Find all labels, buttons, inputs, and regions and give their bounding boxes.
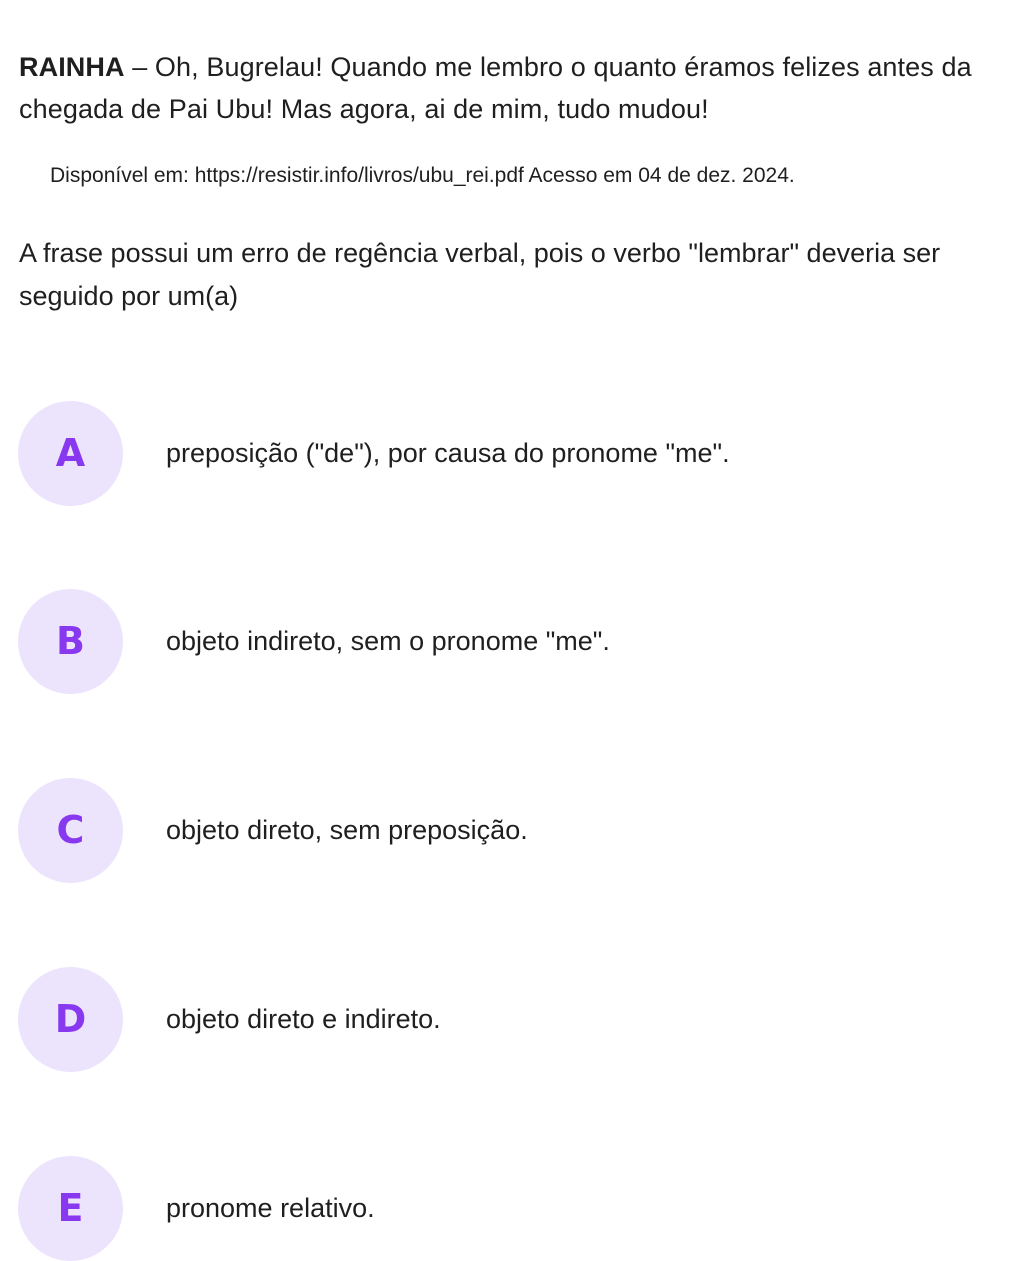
- option-d-text: objeto direto e indireto.: [166, 1004, 441, 1034]
- option-e-letter: E: [57, 1186, 84, 1230]
- quote-text: [19, 46, 1009, 130]
- quote-body: – Oh, Bugrelau! Quando me lembro o quanto éramos felizes antes da chegada de Pai Ubu! Mas agora, ai de mim, tudo mudou!: [19, 52, 972, 124]
- option-a[interactable]: [18, 400, 1008, 506]
- source-citation: Disponível em: https://resistir.info/livros/ubu_rei.pdf Acesso em 04 de dez. 2024.: [50, 164, 795, 187]
- option-c-text: objeto direto, sem preposição.: [166, 815, 528, 845]
- option-b-text: objeto indireto, sem o pronome "me".: [166, 626, 610, 656]
- option-c-letter: C: [56, 808, 85, 852]
- option-c[interactable]: [18, 777, 1008, 883]
- option-c-badge[interactable]: [18, 778, 123, 883]
- option-b-badge[interactable]: [18, 589, 123, 694]
- quote-speaker: RAINHA: [19, 52, 125, 82]
- option-e[interactable]: [18, 1155, 1008, 1261]
- option-d-letter: D: [54, 997, 87, 1041]
- option-a-badge[interactable]: [18, 401, 123, 506]
- option-d-badge[interactable]: [18, 967, 123, 1072]
- question-stem: A frase possui um erro de regência verbal, pois o verbo "lembrar" deveria ser seguido por um(a): [19, 238, 941, 311]
- option-a-text: preposição ("de"), por causa do pronome "me".: [166, 438, 730, 468]
- option-b-letter: B: [56, 619, 85, 663]
- option-b[interactable]: [18, 588, 1008, 694]
- option-e-badge[interactable]: [18, 1156, 123, 1261]
- option-d[interactable]: [18, 966, 1008, 1072]
- option-e-text: pronome relativo.: [166, 1193, 375, 1223]
- option-a-letter: A: [55, 431, 86, 475]
